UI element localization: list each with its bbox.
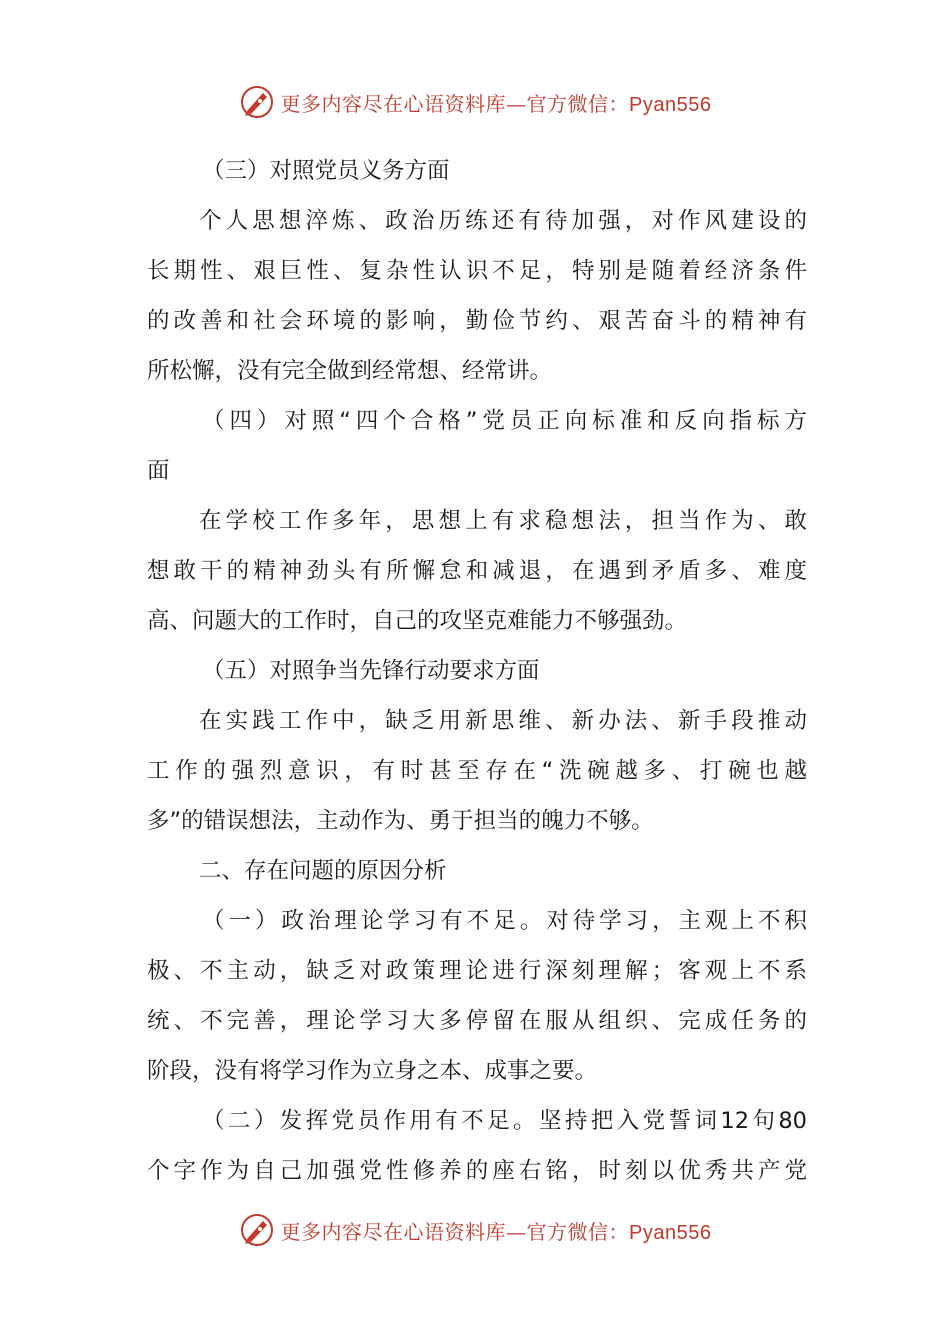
wechat-id: Pyan556 [629, 1221, 712, 1244]
watermark-banner-top [0, 82, 950, 122]
paragraph-line: 高、问题大的工作时，自己的攻坚克难能力不够强劲。 [147, 608, 688, 634]
paragraph-line: 工作的强烈意识，有时甚至存在“洗碗越多、打碗也越 [147, 758, 807, 784]
document-body [147, 146, 807, 1196]
paragraph-line: 在实践工作中，缺乏用新思维、新办法、新手段推动 [199, 708, 807, 734]
paragraph-line: 在学校工作多年，思想上有求稳想法，担当作为、敢 [199, 508, 807, 534]
paragraph-line: （二）发挥党员作用有不足。坚持把入党誓词12句80 [202, 1108, 807, 1134]
heading-5: （五）对照争当先锋行动要求方面 [202, 658, 540, 684]
paragraph-line: 长期性、艰巨性、复杂性认识不足，特别是随着经济条件 [147, 258, 807, 284]
paragraph-line: 的改善和社会环境的影响，勤俭节约、艰苦奋斗的精神有 [147, 308, 807, 334]
paragraph-line: 想敢干的精神劲头有所懈怠和减退，在遇到矛盾多、难度 [147, 558, 807, 584]
paragraph-line: 极、不主动，缺乏对政策理论进行深刻理解；客观上不系 [147, 958, 807, 984]
wechat-id: Pyan556 [629, 93, 712, 116]
heading-3: （三）对照党员义务方面 [202, 158, 450, 184]
heading-4-continued: 面 [147, 458, 170, 484]
paragraph-line: 阶段，没有将学习作为立身之本、成事之要。 [147, 1058, 598, 1084]
section-heading: 二、存在问题的原因分析 [199, 858, 447, 884]
heading-4: （四）对照“四个合格”党员正向标准和反向指标方 [202, 408, 807, 434]
pen-seal-icon [239, 1212, 275, 1248]
pen-seal-icon [239, 84, 275, 120]
watermark-banner-bottom [0, 1210, 950, 1250]
watermark-text: 更多内容尽在心语资料库—官方微信：Pyan556 [280, 1219, 712, 1244]
paragraph-line: 统、不完善，理论学习大多停留在服从组织、完成任务的 [147, 1008, 807, 1034]
paragraph-line: （一）政治理论学习有不足。对待学习，主观上不积 [202, 908, 807, 934]
paragraph-line: 个字作为自己加强党性修养的座右铭，时刻以优秀共产党 [147, 1158, 807, 1184]
watermark-text: 更多内容尽在心语资料库—官方微信：Pyan556 [280, 91, 712, 116]
paragraph-line: 多”的错误想法，主动作为、勇于担当的魄力不够。 [147, 808, 654, 834]
paragraph-line: 所松懈，没有完全做到经常想、经常讲。 [147, 358, 553, 384]
paragraph-line: 个人思想淬炼、政治历练还有待加强，对作风建设的 [199, 208, 807, 234]
